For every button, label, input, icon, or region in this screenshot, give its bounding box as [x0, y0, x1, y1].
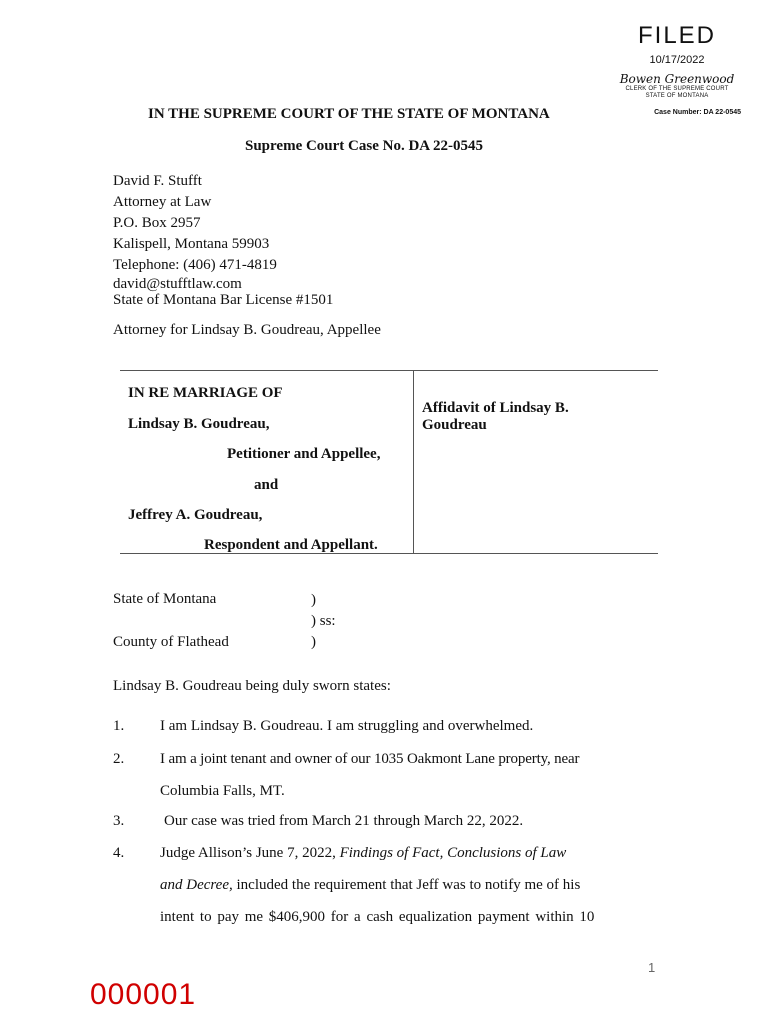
- item-text-part: Judge Allison’s June 7, 2022,: [160, 845, 340, 861]
- item-text-continued: intent to pay me $406,900 for a cash equalization payment within 10: [160, 909, 595, 925]
- venue-state: State of Montana: [113, 591, 217, 607]
- item-number: 3.: [113, 813, 125, 829]
- case-number-label: Case Number: DA 22-0545: [654, 109, 741, 116]
- venue-county: County of Flathead: [113, 634, 229, 650]
- caption-respondent: Jeffrey A. Goudreau,: [128, 507, 263, 523]
- attorney-email: david@stufftlaw.com: [113, 276, 242, 292]
- bates-number: 000001: [90, 978, 197, 1011]
- document-title: [422, 400, 569, 434]
- item-text: [160, 837, 566, 869]
- document-title-line2: Goudreau: [422, 417, 487, 433]
- attorney-bar: State of Montana Bar License #1501: [113, 292, 334, 308]
- venue-paren-1: ): [311, 592, 316, 608]
- attorney-title: Attorney at Law: [113, 194, 212, 210]
- decree-title-italic: Findings of Fact, Conclusions of Law: [339, 845, 567, 861]
- stamp-clerk-line: CLERK OF THE SUPREME COURT: [625, 86, 729, 92]
- stamp-state-line: STATE OF MONTANA: [645, 93, 709, 99]
- caption-petitioner-role: Petitioner and Appellee,: [227, 446, 381, 462]
- item-text: I am Lindsay B. Goudreau. I am struggling and overwhelmed.: [160, 718, 534, 734]
- venue-paren-ss: ) ss:: [311, 613, 336, 629]
- attorney-po-box: P.O. Box 2957: [113, 215, 201, 231]
- caption-divider: [413, 370, 414, 554]
- caption-top-rule: [120, 370, 658, 371]
- item-number: 2.: [113, 751, 125, 767]
- case-number-heading: Supreme Court Case No. DA 22-0545: [245, 138, 484, 154]
- item-number: 4.: [113, 845, 125, 861]
- stamp-date: 10/17/2022: [649, 54, 705, 66]
- attorney-for: Attorney for Lindsay B. Goudreau, Appellee: [113, 322, 381, 338]
- caption-and: and: [254, 477, 279, 493]
- stamp-signature: Bowen Greenwood: [619, 72, 735, 86]
- filed-stamp: [612, 22, 742, 100]
- stamp-filed-label: FILED: [637, 22, 716, 49]
- caption-bottom-rule: [120, 553, 658, 554]
- attorney-block: [113, 171, 333, 308]
- attorney-city: Kalispell, Montana 59903: [113, 236, 270, 252]
- page-number: 1: [648, 960, 656, 975]
- item-text: Our case was tried from March 21 through March 22, 2022.: [164, 813, 524, 829]
- item-number: 1.: [113, 718, 125, 734]
- attorney-phone: Telephone: (406) 471-4819: [113, 257, 277, 273]
- caption-respondent-role: Respondent and Appellant.: [204, 537, 378, 553]
- document-title-line1: Affidavit of Lindsay B.: [422, 400, 569, 416]
- caption-petitioner: Lindsay B. Goudreau,: [128, 416, 270, 432]
- venue-paren-3: ): [311, 634, 316, 650]
- sworn-statement: Lindsay B. Goudreau being duly sworn states:: [113, 678, 391, 694]
- item-text: I am a joint tenant and owner of our 1035 Oakmont Lane property, near: [160, 751, 580, 767]
- attorney-name: David F. Stufft: [113, 173, 202, 189]
- court-title: IN THE SUPREME COURT OF THE STATE OF MONTANA: [148, 106, 550, 122]
- caption-in-re: IN RE MARRIAGE OF: [128, 385, 283, 401]
- item-text-continued: Columbia Falls, MT.: [160, 783, 285, 799]
- item-text-continued: [160, 869, 580, 901]
- item-text-part: included the requirement that Jeff was to notify me of his: [232, 877, 581, 893]
- decree-title-italic-continued: and Decree,: [160, 877, 233, 893]
